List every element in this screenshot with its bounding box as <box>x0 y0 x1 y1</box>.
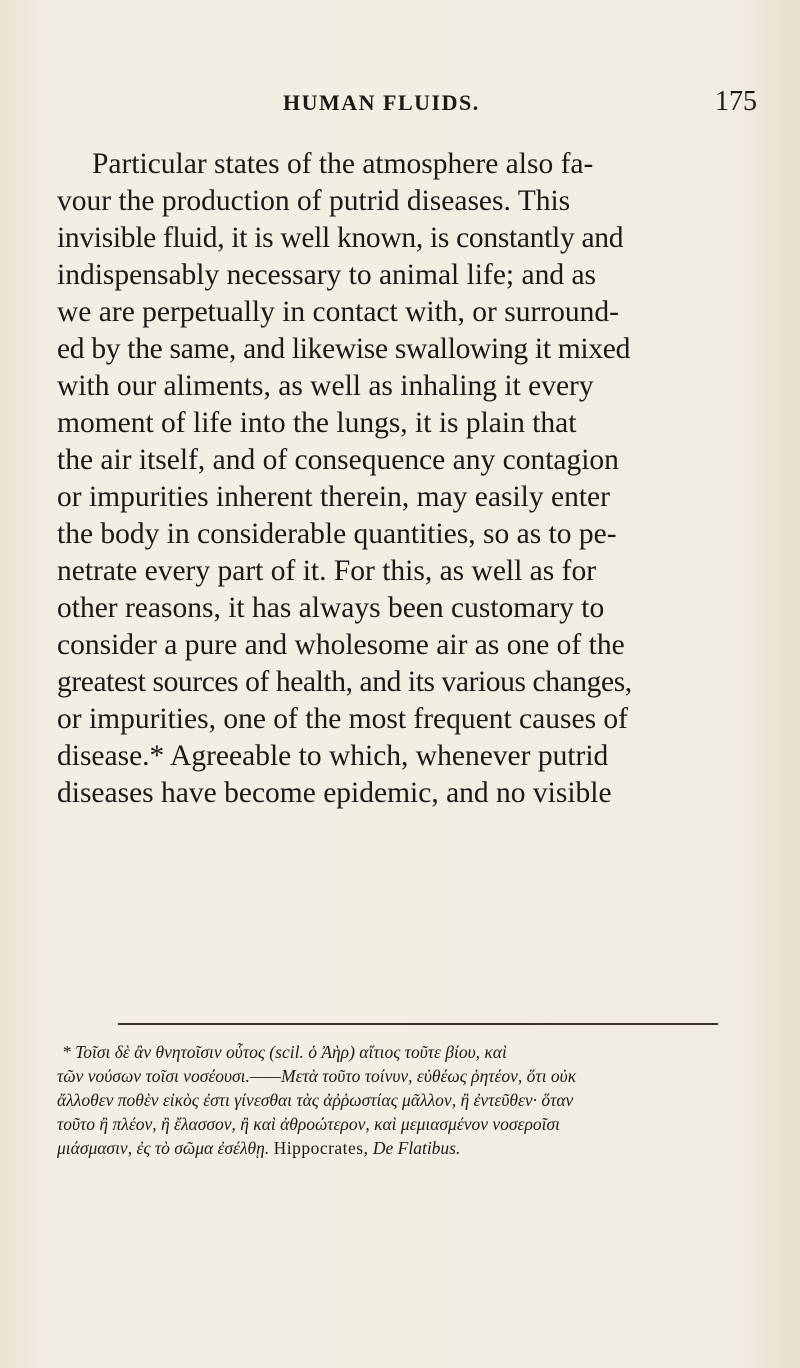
text-line: vour the production of putrid diseases. This <box>57 185 571 217</box>
text-line: or impurities inherent therein, may easily enter <box>57 481 610 513</box>
text-line: we are perpetually in contact with, or surround- <box>57 296 619 328</box>
text-line: Particular states of the atmosphere also fa- <box>92 148 594 180</box>
text-line: netrate every part of it. For this, as well as for <box>57 555 597 587</box>
text-line: indispensably necessary to animal life; and as <box>57 259 597 291</box>
footnote-line: τοῦτο ἢ πλέον, ἢ ἔλασσον, ἢ καὶ ἀθροώτερον, καὶ μεμιασμένον νοσεροῖσι <box>57 1114 560 1134</box>
text-line: other reasons, it has always been customary to <box>57 592 605 624</box>
footnote-line: * Τοῖσι δὲ ἂν θνητοῖσιν οὗτος (scil. ὁ Ἀὴρ) αἴτιος τοῦτε βίου, καὶ <box>62 1042 507 1062</box>
text-line: disease.* Agreeable to which, whenever putrid <box>57 740 609 772</box>
footnote-line: τῶν νούσων τοῖσι νοσέουσι.——Μετὰ τοῦτο τοίνυν, εὐθέως ῥητέον, ὅτι οὐκ <box>57 1066 577 1086</box>
text-line: the air itself, and of consequence any contagion <box>57 444 619 476</box>
footnote-rule <box>118 1023 718 1025</box>
text-line: moment of life into the lungs, it is plain that <box>57 407 577 439</box>
text-line: invisible fluid, it is well known, is constantly and <box>57 222 624 254</box>
page-number: 175 <box>715 86 757 117</box>
footnote-line <box>57 1137 460 1159</box>
text-line: ed by the same, and likewise swallowing it mixed <box>57 333 631 365</box>
footnote-line: ἄλλοθεν ποθὲν εἰκὸς ἐστι γίνεσθαι τὰς ἀῤῥωστίας μᾶλλον, ἢ ἐντεῦθεν· ὅταν <box>57 1090 574 1110</box>
text-line: with our aliments, as well as inhaling it every <box>57 370 594 402</box>
text-line: consider a pure and wholesome air as one of the <box>57 629 625 661</box>
text-line: diseases have become epidemic, and no visible <box>57 777 612 809</box>
page-header <box>0 86 800 126</box>
running-head: HUMAN FLUIDS. <box>283 90 480 115</box>
footnote-author: Hippocrates, <box>273 1138 369 1158</box>
footnote-greek-end: μιάσμασιν, ἐς τὸ σῶμα ἐσέλθῃ. <box>57 1138 270 1158</box>
text-line: the body in considerable quantities, so as to pe- <box>57 518 617 550</box>
footnote-work: De Flatibus. <box>372 1138 461 1158</box>
text-line: greatest sources of health, and its various changes, <box>57 666 632 698</box>
text-line: or impurities, one of the most frequent causes of <box>57 703 629 735</box>
